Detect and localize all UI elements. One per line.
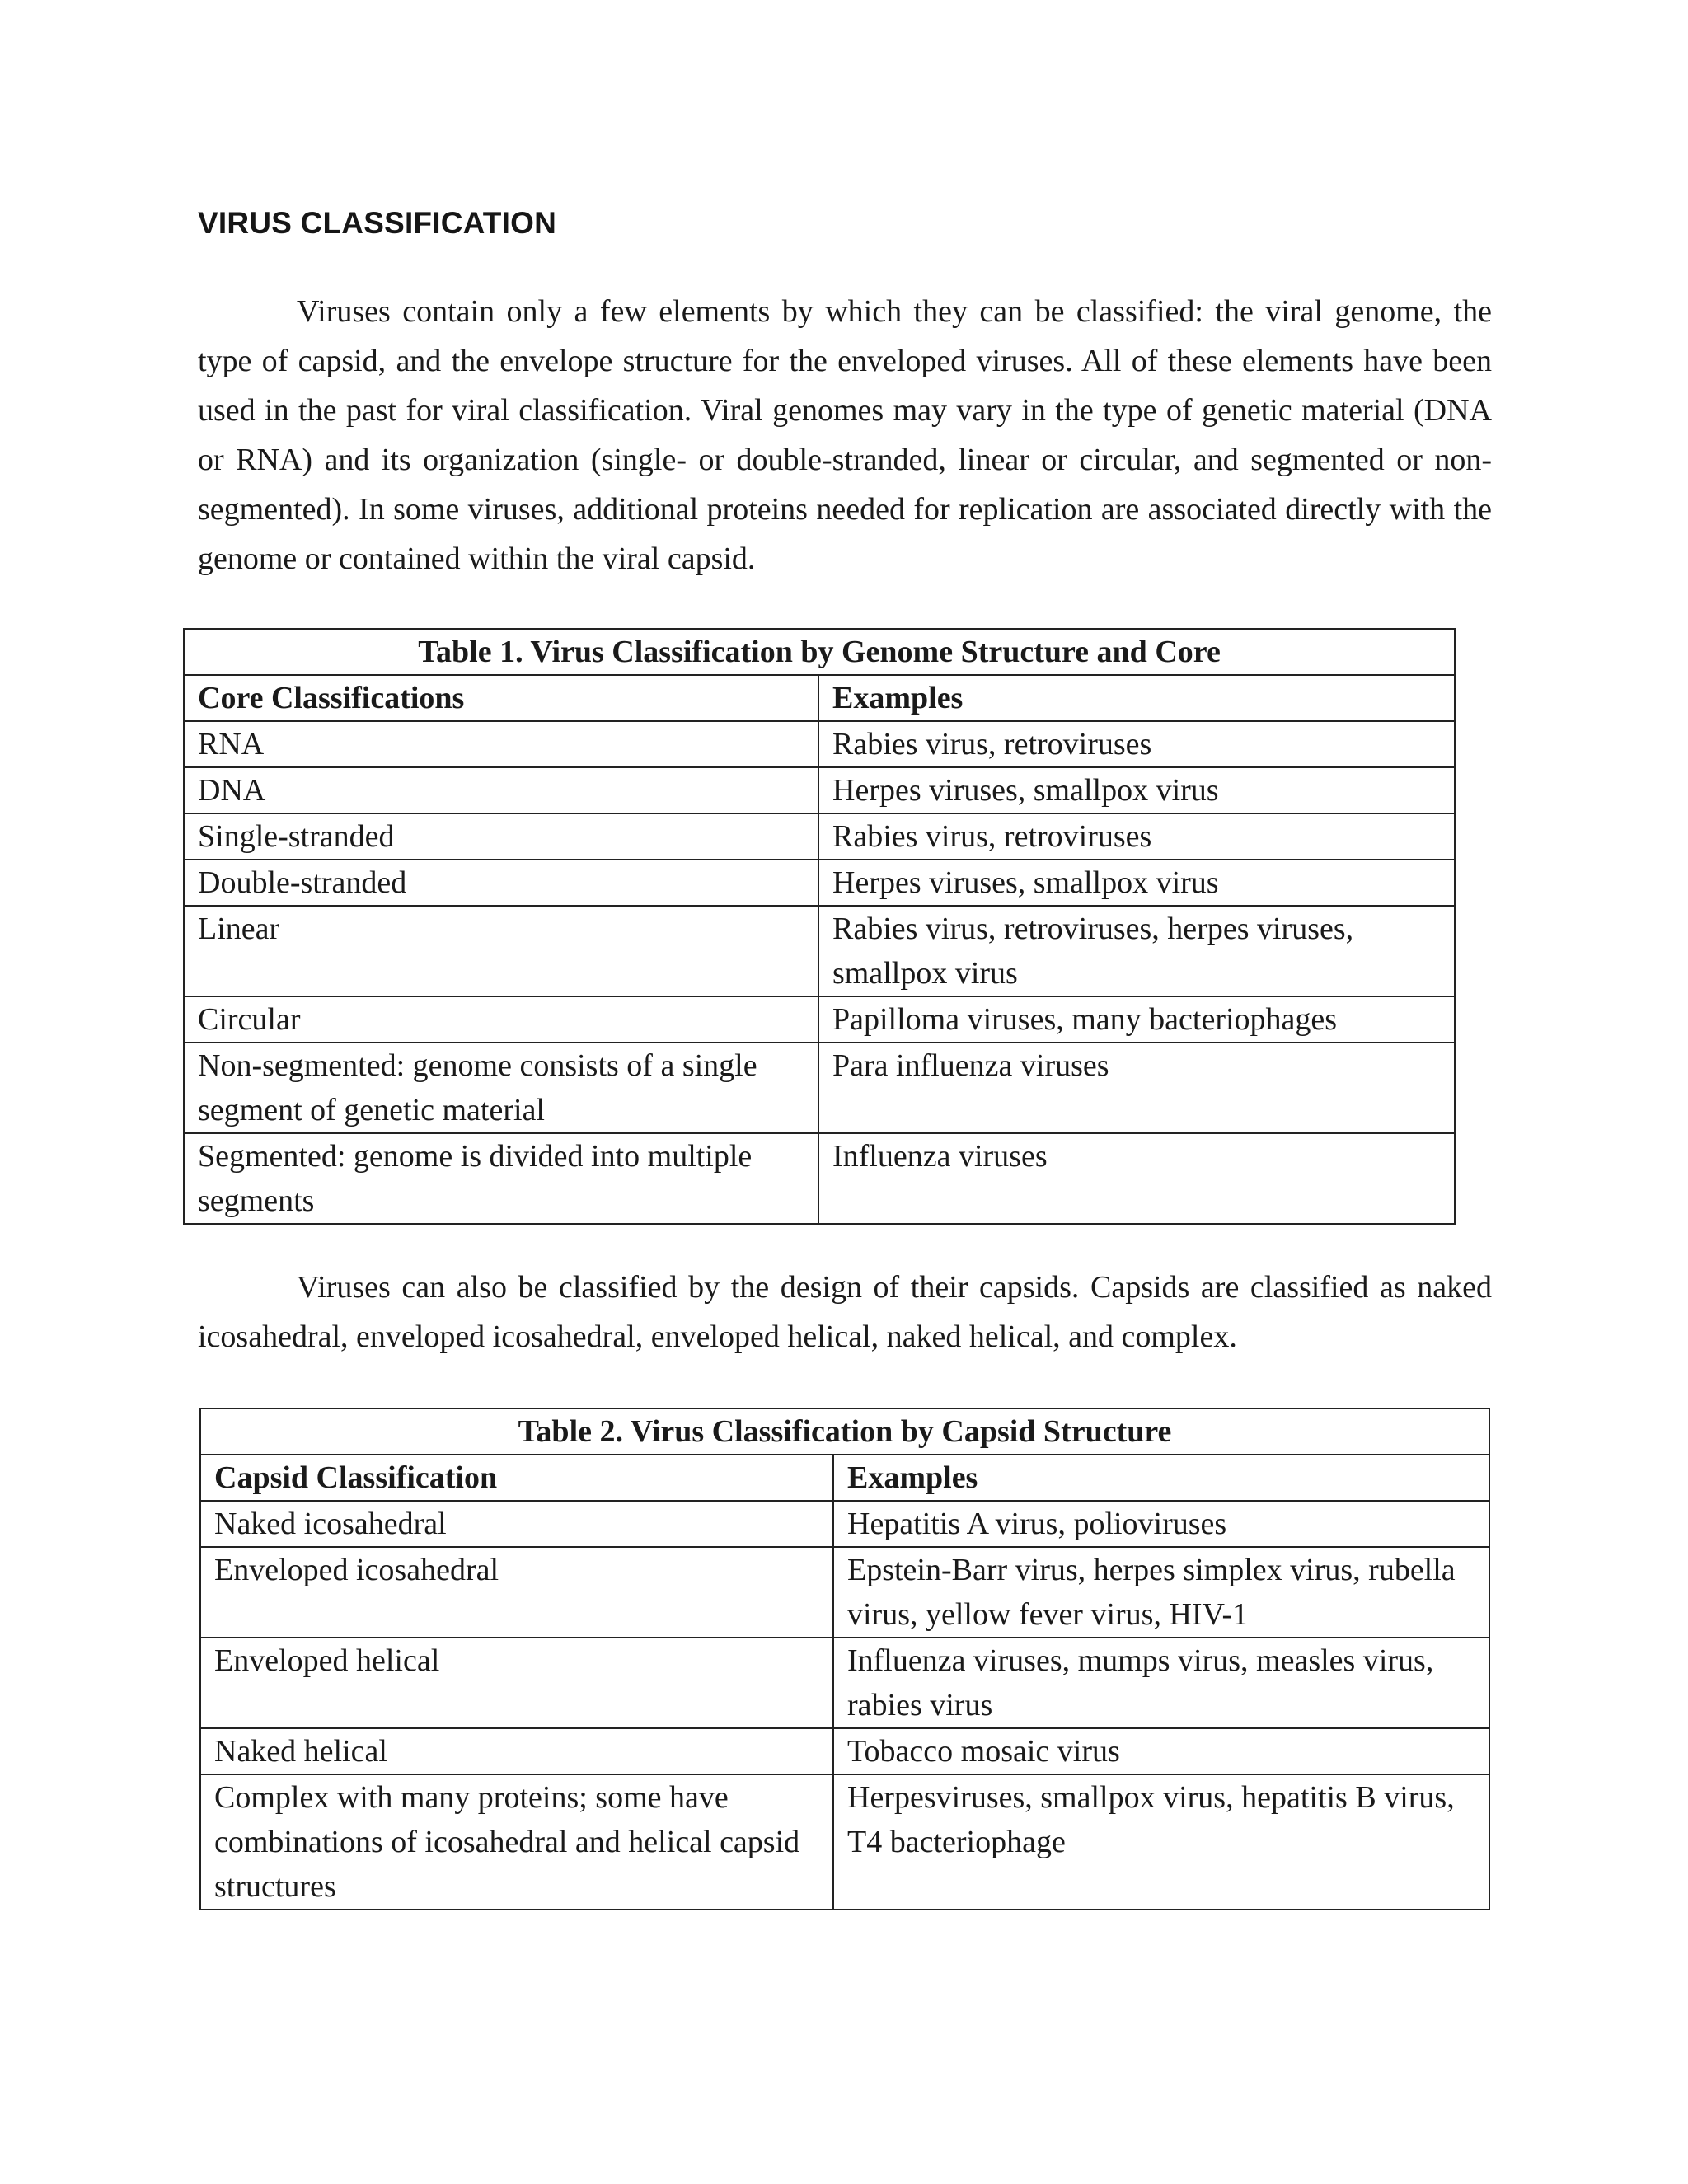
examples-cell: Rabies virus, retroviruses, herpes viruses, smallpox virus — [818, 906, 1455, 996]
table-header-row — [200, 1455, 1489, 1501]
column-header: Examples — [818, 675, 1455, 721]
examples-cell: Hepatitis A virus, polioviruses — [833, 1501, 1489, 1547]
examples-cell: Rabies virus, retroviruses — [818, 813, 1455, 860]
classification-cell: Linear — [184, 906, 818, 996]
table-row — [184, 860, 1455, 906]
classification-cell: Double-stranded — [184, 860, 818, 906]
classification-cell: Non-segmented: genome consists of a single segment of genetic material — [184, 1043, 818, 1133]
column-header: Core Classifications — [184, 675, 818, 721]
table-row — [184, 721, 1455, 767]
classification-cell: Circular — [184, 996, 818, 1043]
classification-cell: Enveloped helical — [200, 1638, 833, 1728]
examples-cell: Herpes viruses, smallpox virus — [818, 767, 1455, 813]
table-row — [200, 1638, 1489, 1728]
table-row — [184, 767, 1455, 813]
examples-cell: Rabies virus, retroviruses — [818, 721, 1455, 767]
examples-cell: Para influenza viruses — [818, 1043, 1455, 1133]
table-row — [184, 906, 1455, 996]
classification-cell: Segmented: genome is divided into multiple segments — [184, 1133, 818, 1224]
table-header-row — [184, 675, 1455, 721]
examples-cell: Herpesviruses, smallpox virus, hepatitis B virus, T4 bacteriophage — [833, 1774, 1489, 1910]
table-title: Table 1. Virus Classification by Genome Structure and Core — [184, 629, 1455, 675]
table-title: Table 2. Virus Classification by Capsid Structure — [200, 1408, 1489, 1455]
intro-paragraph: Viruses contain only a few elements by which they can be classified: the viral genome, the type of capsid, and the envelope structure for the enveloped viruses. All of these elements have been used in the past for viral classification. Viral genomes may vary in the type of genetic material (DNA or RNA) and its organization (single- or double-stranded, linear or circular, and segmented or non-segmented). In some viruses, additional proteins needed for replication are associated directly with the genome or contained within the viral capsid. — [198, 294, 1492, 576]
column-header: Examples — [833, 1455, 1489, 1501]
table-row — [200, 1547, 1489, 1638]
examples-cell: Tobacco mosaic virus — [833, 1728, 1489, 1774]
table-title-row — [200, 1408, 1489, 1455]
examples-cell: Herpes viruses, smallpox virus — [818, 860, 1455, 906]
table-row — [184, 996, 1455, 1043]
table-row — [184, 813, 1455, 860]
genome-classification-table — [183, 628, 1456, 1225]
capsid-classification-table — [199, 1408, 1490, 1910]
table-row — [200, 1774, 1489, 1910]
classification-cell: Enveloped icosahedral — [200, 1547, 833, 1638]
capsid-paragraph: Viruses can also be classified by the design of their capsids. Capsids are classified as naked icosahedral, enveloped icosahedral, enveloped helical, naked helical, and complex. — [198, 1270, 1492, 1354]
classification-cell: Naked helical — [200, 1728, 833, 1774]
classification-cell: RNA — [184, 721, 818, 767]
page-title: VIRUS CLASSIFICATION — [198, 206, 556, 240]
classification-cell: Single-stranded — [184, 813, 818, 860]
examples-cell: Epstein-Barr virus, herpes simplex virus, rubella virus, yellow fever virus, HIV-1 — [833, 1547, 1489, 1638]
examples-cell: Papilloma viruses, many bacteriophages — [818, 996, 1455, 1043]
table-row — [200, 1501, 1489, 1547]
classification-cell: DNA — [184, 767, 818, 813]
column-header: Capsid Classification — [200, 1455, 833, 1501]
examples-cell: Influenza viruses — [818, 1133, 1455, 1224]
classification-cell: Complex with many proteins; some have combinations of icosahedral and helical capsid structures — [200, 1774, 833, 1910]
table-row — [184, 1043, 1455, 1133]
classification-cell: Naked icosahedral — [200, 1501, 833, 1547]
examples-cell: Influenza viruses, mumps virus, measles virus, rabies virus — [833, 1638, 1489, 1728]
table-row — [200, 1728, 1489, 1774]
table-row — [184, 1133, 1455, 1224]
table-title-row — [184, 629, 1455, 675]
